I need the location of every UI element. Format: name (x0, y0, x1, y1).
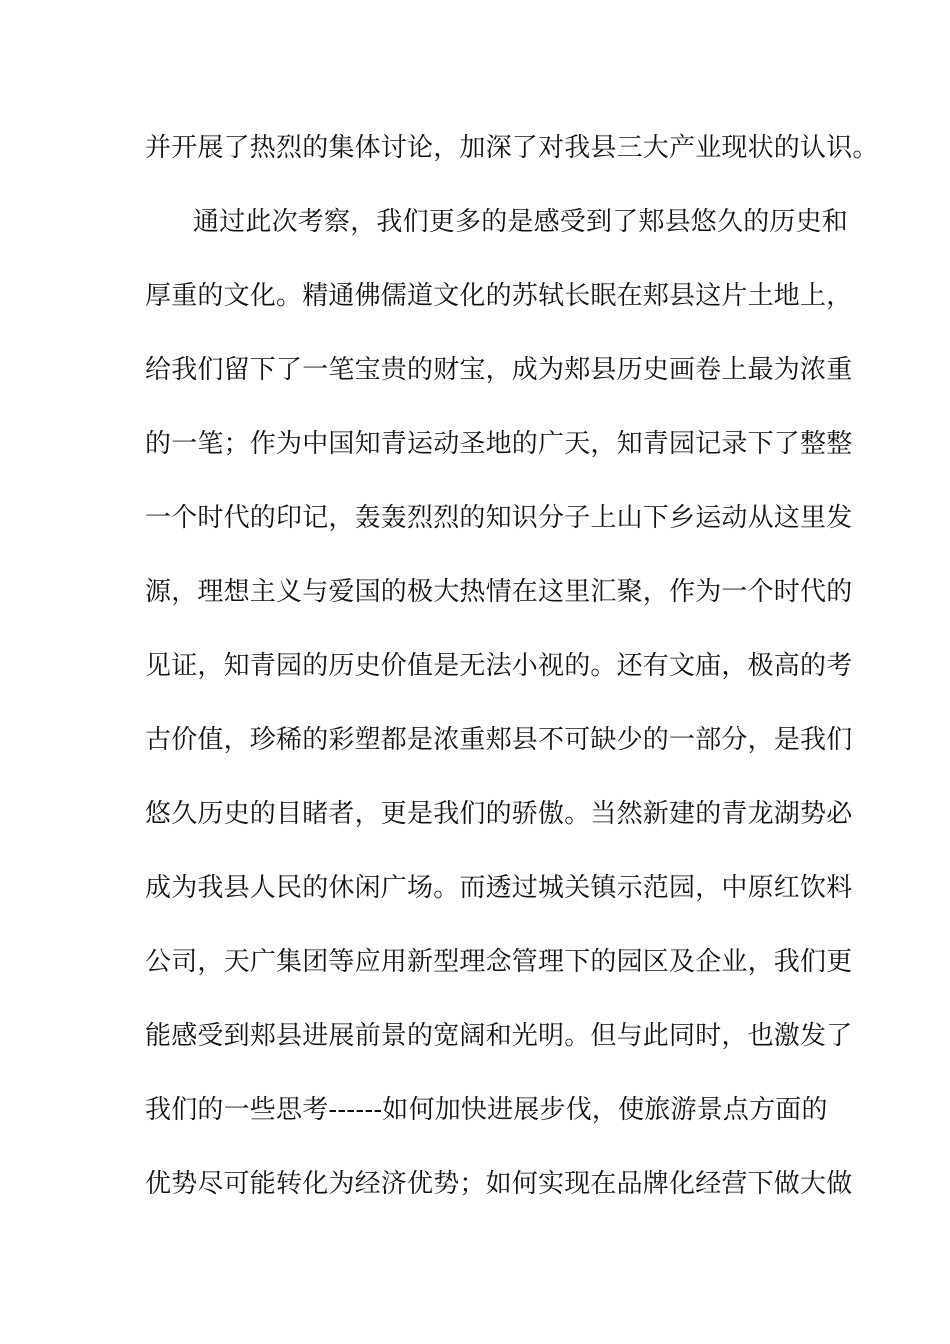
text-line: 公司，天广集团等应用新型理念管理下的园区及企业，我们更 (145, 947, 853, 977)
text-line: 古价值，珍稀的彩塑都是浓重郏县不可缺少的一部分，是我们 (145, 725, 853, 755)
text-line: 悠久历史的目睹者，更是我们的骄傲。当然新建的青龙湖势必 (145, 799, 853, 829)
text-line: 一个时代的印记，轰轰烈烈的知识分子上山下乡运动从这里发 (145, 503, 853, 533)
text-line: 优势尽可能转化为经济优势；如何实现在品牌化经营下做大做 (145, 1169, 853, 1199)
text-line: 源，理想主义与爱国的极大热情在这里汇聚，作为一个时代的 (145, 577, 853, 607)
text-line: 我们的一些思考------如何加快进展步伐，使旅游景点方面的 (145, 1095, 828, 1125)
text-line: 厚重的文化。精通佛儒道文化的苏轼长眠在郏县这片土地上， (145, 281, 853, 311)
paragraph-first-line: 通过此次考察，我们更多的是感受到了郏县悠久的历史和 (193, 207, 849, 237)
text-line: 给我们留下了一笔宝贵的财宝，成为郏县历史画卷上最为浓重 (145, 355, 853, 385)
text-line: 的一笔；作为中国知青运动圣地的广天，知青园记录下了整整 (145, 429, 853, 459)
text-line: 见证，知青园的历史价值是无法小视的。还有文庙，极高的考 (145, 651, 853, 681)
text-line: 并开展了热烈的集体讨论，加深了对我县三大产业现状的认识。 (145, 133, 879, 163)
text-line: 成为我县人民的休闲广场。而透过城关镇示范园，中原红饮料 (145, 873, 853, 903)
text-line: 能感受到郏县进展前景的宽阔和光明。但与此同时，也激发了 (145, 1021, 853, 1051)
body-text (145, 128, 879, 1238)
